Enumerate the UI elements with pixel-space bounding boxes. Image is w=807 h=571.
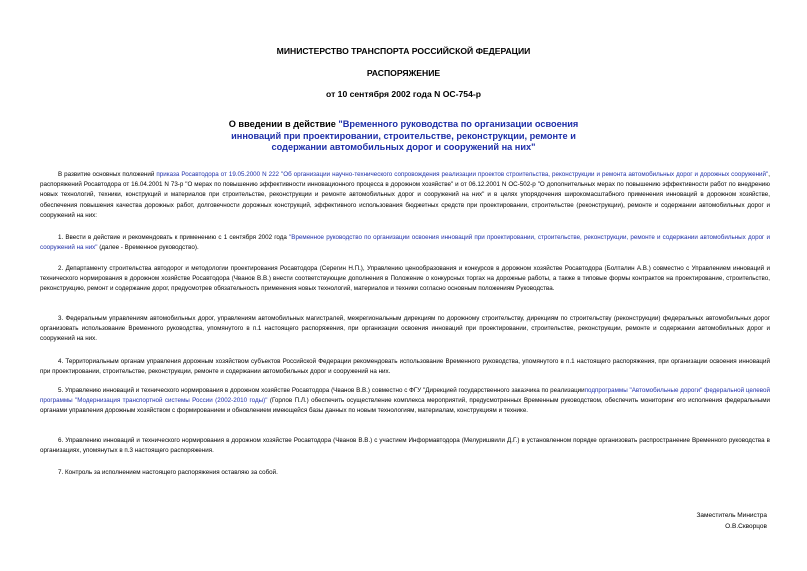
subprogram-link[interactable]: подпрограммы "Автомобильные дороги" федеральной целевой программы "Модернизация транспортной системы России (2002-2010 годы)" [40,387,770,405]
paragraph-5-start: 5. Управлению инноваций и технического нормирования в дорожном хозяйстве Росавтодора (Чванов В.В.) совместно с ФГУ "Дирекцией государственного заказчика по реализации [58,387,585,394]
paragraph-5 [40,386,770,417]
title-link[interactable]: "Временного руководства по организации освоения инноваций при проектировании, строительстве, реконструкции, ремонте и содержании автомобильных дорог и сооружений на них" [231,119,579,153]
paragraph-7: 7. Контроль за исполнением настоящего распоряжения оставляю за собой. [58,469,278,476]
paragraph-3: 3. Федеральным управлениям автомобильных дорог, управлениям автомобильных магистралей, межрегиональным дирекциям по дорожному строительству, дирекциям по строительству (реконструкции) федеральных автомобильных дорог организовать использование Временного руководства, упомянутого в п.1 настоящего распоряжения, при организации освоения инноваций при проектировании, строительстве, реконструкции, ремонте и содержании автомобильных дорог и сооружений на них. [40,315,770,343]
title-prefix: О введении в действие [228,119,339,129]
preamble-text-start: В развитие основных положений [58,171,157,178]
paragraph-4: 4. Территориальным органам управления дорожным хозяйством субъектов Российской Федерации рекомендовать использование Временного руководства, упомянутого в п.1 настоящего распоряжения, при организации освоения инноваций при проектировании, строительстве, реконструкции, ремонте и содержании автомобильных дорог и сооружений на них. [40,358,770,376]
document-title [0,119,807,154]
order-222-link[interactable]: приказа Росавтодора от 19.05.2000 N 222 "Об организации научно-технического сопровождения реализации проектов строительства, реконструкции и ремонта автомобильных дорог и дорожных сооружений" [156,171,769,178]
paragraph-preamble [40,170,770,221]
signature-block [697,511,768,532]
temporary-guide-link[interactable]: "Временное руководство по организации освоения инноваций при проектировании, строительстве, реконструкции, ремонте и содержании автомобильных дорог и сооружений на них" [40,234,770,252]
paragraph-1 [40,233,770,253]
signature-position: Заместитель Министра [696,512,767,519]
paragraph-1-start: 1. Ввести в действие и рекомендовать к применению с 1 сентября 2002 года [58,234,290,241]
preamble-text-end: , распоряжений Росавтодора от 16.04.2001 N 73-р "О мерах по повышению эффективности инновационного процесса в дорожном хозяйстве" и от 06.12.2001 N ОС-502-р "О дополнительных мерах по повышению эффективности работ по внедрению новых технологий, техники, конструкций и материалов при строительстве, реконструкции и ремонте автомобильных дорог и сооружений на них" и в целях упорядочения широкомасштабного применения инноваций в дорожном хозяйстве, обеспечения повышения качества дорожных работ, долговечности дорожных конструкций, эффективного использования бюджетных средств при проектировании, строительстве (реконструкции), ремонте и содержании автомобильных дорог и сооружений на них: [40,171,770,219]
paragraph-1-end: (далее - Временное руководство). [97,244,199,252]
date-number-heading: от 10 сентября 2002 года N ОС-754-р [326,89,481,99]
document-type-heading: РАСПОРЯЖЕНИЕ [366,68,441,78]
ministry-heading: МИНИСТЕРСТВО ТРАНСПОРТА РОССИЙСКОЙ ФЕДЕРАЦИИ [276,46,531,56]
paragraph-2: 2. Департаменту строительства автодорог и методологии проектирования Росавтодора (Серегин Н.П.), Управлению ценообразования и конкурсов в дорожном хозяйстве Росавтодора (Болталин А.В.) совместно с Управлением инноваций и технического нормирования в дорожном хозяйстве Росавтодора (Чванов В.В.) внести соответствующие дополнения в Положение о конкурсных торгах на дорожные работы, а также в типовые формы контрактов на проектирование, строительство, реконструкцию, ремонт и содержание дорог, предусмотрев обязательность применения новых технологий, материалов и техники согласно основным положениям Руководства. [40,265,770,293]
paragraph-6: 6. Управлению инноваций и технического нормирования в дорожном хозяйстве Росавтодора (Чванов В.В.) с участием Информавтодора (Мелуришвили Д.Г.) в установленном порядке организовать распространение Временного руководства в организациях, упомянутых в п.3 настоящего распоряжения. [40,437,770,455]
signature-name: О.В.Скворцов [725,522,767,530]
paragraph-5-end: (Горлов П.Л.) обеспечить осуществление комплекса мероприятий, предусмотренных Временным руководством, обеспечить мониторинг его исполнения федеральными органами управления дорожным хозяйством с формированием и обновлением имеющейся базы данных по новым технологиям, материалам, конструкциям и технике. [40,397,770,415]
